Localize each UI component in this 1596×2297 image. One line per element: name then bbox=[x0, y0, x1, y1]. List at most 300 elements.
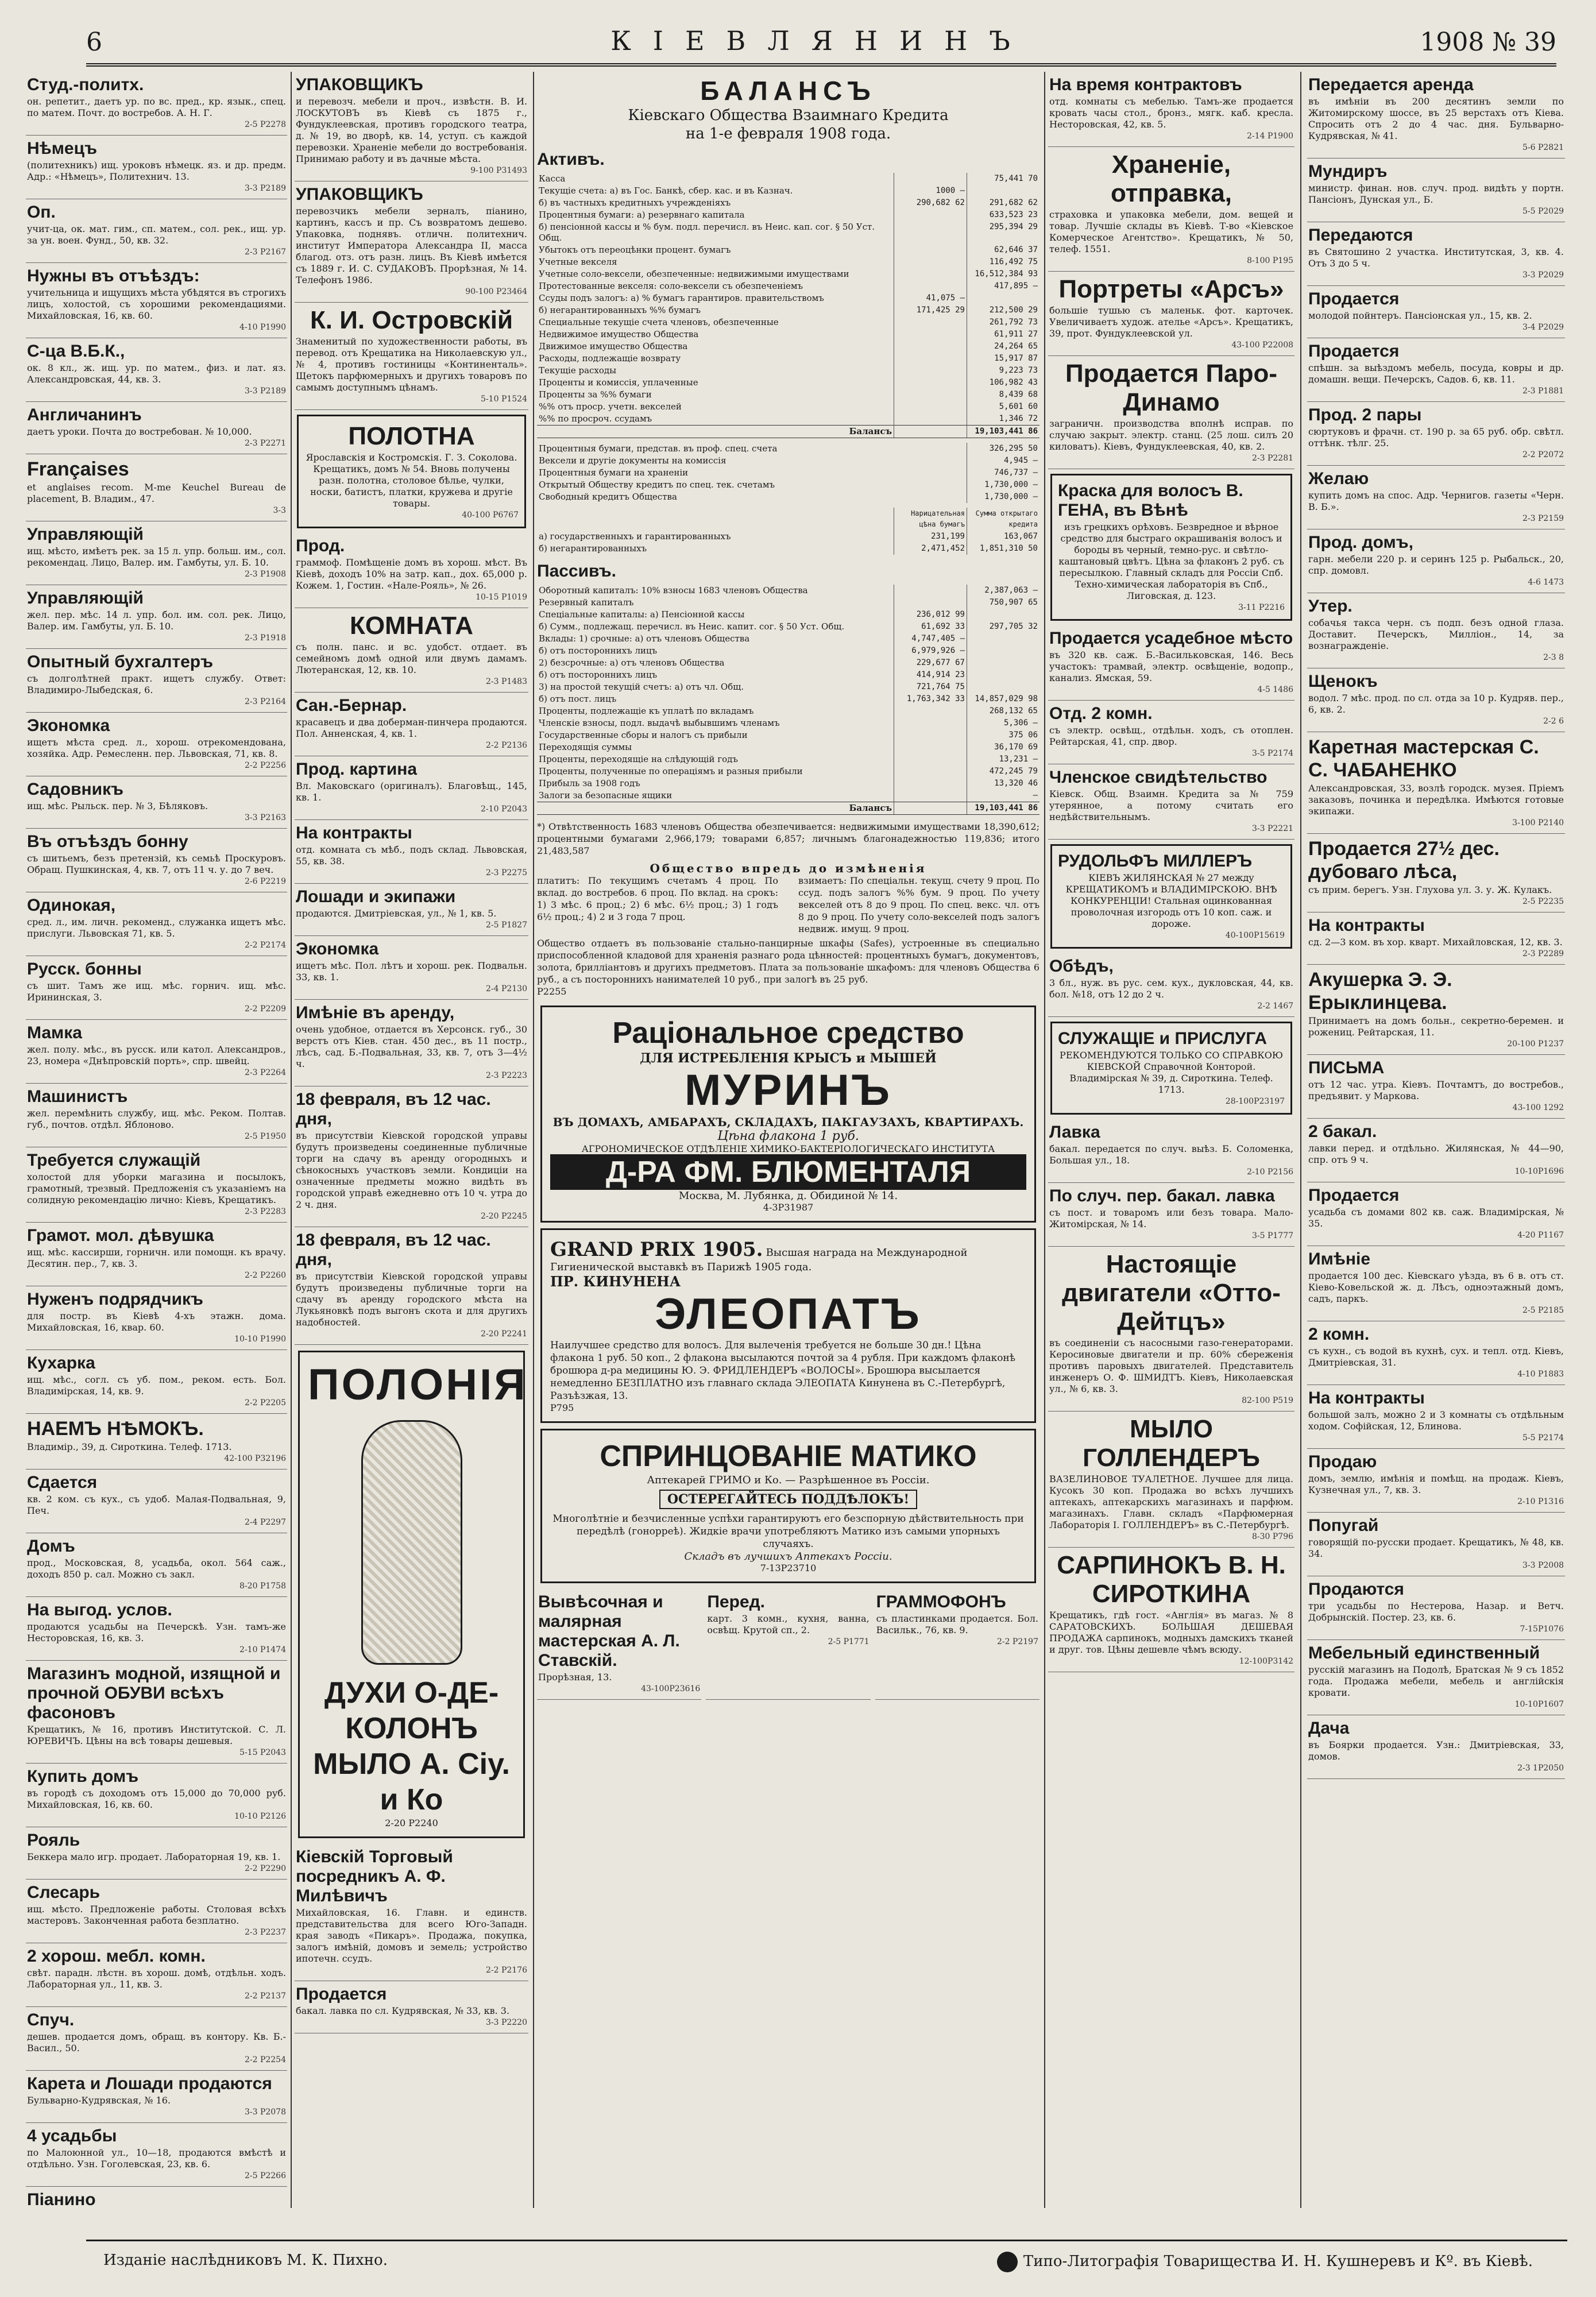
balance-amount: 61,692 33 bbox=[894, 621, 967, 633]
balance-row bbox=[537, 669, 1039, 681]
ad-body: продаются усадьбы на Печерскѣ. Узн. тамъ-же Несторовская, 16, кв. 3. bbox=[27, 1621, 286, 1644]
newspaper-title: КІЕВЛЯНИНЪ bbox=[610, 25, 1032, 56]
balance-row bbox=[537, 753, 1039, 765]
balance-amount: 116,492 75 bbox=[967, 256, 1040, 268]
balance-item-label: б) Сумм., подлежащ. перечисл. въ Неис. капит. сог. § 50 Уст. Общ. bbox=[539, 621, 845, 632]
ad-code: 4-5 1486 bbox=[1257, 685, 1294, 694]
balance-amount: 16,512,384 93 bbox=[967, 268, 1040, 280]
ad-code: 2-3 Р2281 bbox=[1251, 454, 1294, 463]
matiko-warning: ОСТЕРЕГАЙТЕСЬ ПОДДѢЛОКЪ! bbox=[659, 1490, 917, 1509]
ad-heading: На выгод. услов. bbox=[27, 1600, 172, 1619]
classified-ad bbox=[295, 1844, 528, 1981]
classified-ad bbox=[26, 1414, 287, 1470]
murin-brand: МУРИНЪ bbox=[685, 1066, 892, 1115]
ad-body: водол. 7 мѣс. прод. по сл. отда за 10 р. Кудряв. пер., 6, кв. 2. bbox=[1308, 693, 1564, 715]
classified-ad bbox=[26, 199, 287, 263]
ad-code: 5-10 Р1524 bbox=[481, 395, 527, 404]
classified-ad bbox=[1307, 1715, 1565, 1779]
balance-row bbox=[537, 491, 1039, 503]
ad-heading: Продается усадебное мѣсто bbox=[1049, 629, 1293, 648]
ad-body: бакал. передается по случ. выѣз. Б. Соломенка, Большая ул., 18. bbox=[1049, 1143, 1294, 1166]
balance-row bbox=[537, 353, 1039, 365]
ad-body: собачья такса черн. съ подп. безъ одной глаза. Доставит. Печерскъ, Милліон., 14, за вознагражденіе. bbox=[1308, 617, 1564, 651]
ad-code: 10-10 Р1990 bbox=[234, 1335, 286, 1344]
ad-body: спѣшн. за выѣздомъ мебель, посуда, ковры и др. домашн. вещи. Печерскъ, Садов. 6, кв. 11. bbox=[1308, 362, 1564, 385]
ad-body: въ соединеніи съ насосными газо-генераторами. Керосиновые двигатели и пр. 60% сбереженія противъ паровыхъ двигателей. Представитель инженеръ О. Ф. ШМИДТЪ. Кіевъ, Николаевская ул., № 6, кв. 3. bbox=[1049, 1337, 1294, 1394]
ad-heading: Одинокая, bbox=[27, 896, 116, 915]
classified-ad bbox=[1307, 1576, 1565, 1640]
balance-amount: 236,012 99 bbox=[894, 609, 967, 621]
ad-heading: Обѣдъ, bbox=[1049, 957, 1114, 976]
ad-heading: Каретная мастерская С. С. ЧАБАНЕНКО bbox=[1308, 736, 1539, 781]
balance-amount bbox=[894, 401, 967, 413]
ad-heading: Прод. домъ, bbox=[1308, 533, 1413, 552]
classified-ad bbox=[26, 829, 287, 892]
balance-row bbox=[537, 401, 1039, 413]
classifieds-column-1 bbox=[26, 72, 287, 2208]
classified-ad bbox=[1307, 1449, 1565, 1513]
classified-ad bbox=[26, 1147, 287, 1223]
balance-total-label: Балансъ bbox=[537, 802, 894, 815]
balance-item-label: б) пенсіонной кассы и % бум. подл. перечисл. въ Неис. кап. сог. § 50 Уст. Общ. bbox=[539, 222, 875, 243]
ad-heading: Рояль bbox=[27, 1831, 80, 1850]
ad-code: 10-15 Р1019 bbox=[476, 593, 527, 602]
ad-heading: Магазинъ модной, изящной и прочной ОБУВИ всѣхъ фасоновъ bbox=[27, 1664, 281, 1722]
ad-code: 8-30 Р796 bbox=[1251, 1532, 1294, 1541]
ad-code: 4-10 Р1990 bbox=[239, 323, 286, 332]
ad-code: 2-3 1Р2050 bbox=[1517, 1764, 1564, 1773]
ad-body: Знаменитый по художественности работы, въ перевод. отъ Крещатика на Николаевскую ул., № 4, противъ гостиницы «Континенталь». Щетокъ парфюмерныхъ и другихъ товаровъ по самымъ доступнымъ цѣнамъ. bbox=[296, 336, 527, 393]
ad-code: 3-3 Р2163 bbox=[244, 813, 286, 822]
ad-code: 2-3 Р2264 bbox=[244, 1068, 286, 1077]
classified-ad bbox=[295, 1000, 528, 1086]
ad-body: дешев. продается домъ, обращ. въ контору. Кв. Б.-Васил., 50. bbox=[27, 2031, 286, 2054]
balance-row bbox=[537, 209, 1039, 221]
ad-heading: УПАКОВЩИКЪ bbox=[296, 75, 423, 94]
ad-heading: Перед. bbox=[707, 1592, 765, 1611]
classified-ad bbox=[26, 521, 287, 585]
ad-code: 2-4 Р2130 bbox=[485, 984, 527, 993]
balance-item-label: Резервный капиталъ bbox=[539, 597, 634, 608]
balance-row bbox=[537, 693, 1039, 705]
classified-ad bbox=[1048, 701, 1294, 764]
ad-heading: Продается bbox=[1308, 289, 1400, 308]
classified-ad bbox=[26, 136, 287, 199]
ad-heading: Настоящіе двигатели «Отто-Дейтцъ» bbox=[1062, 1250, 1281, 1336]
classified-ad bbox=[1307, 402, 1565, 466]
ad-heading: Продается bbox=[1308, 1186, 1400, 1205]
classified-ad bbox=[26, 1084, 287, 1147]
balance-footnote: *) Отвѣтственность 1683 членовъ Общества обезпечивается: недвижимыми имуществами 18,390,612; процентными бумагами 2,966,179; товарами 6,857; личнымъ благонадежностью 119,836; итого 21,483,587 bbox=[537, 821, 1039, 856]
balance-amount: 1,851,310 50 bbox=[967, 543, 1040, 555]
classified-ad bbox=[26, 956, 287, 1020]
ad-code: 2-3 Р1918 bbox=[244, 633, 286, 643]
balance-amount bbox=[967, 633, 1040, 645]
balance-amount: 295,394 29 bbox=[967, 221, 1040, 244]
balance-item-label: Специальные текущіе счета членовъ, обезпеченные bbox=[539, 317, 779, 327]
ad-body: бакал. лавка по сл. Кудрявская, № 33, кв. 3. bbox=[296, 2005, 510, 2016]
balance-row bbox=[537, 389, 1039, 401]
balance-item-label: Процентныя бумаги, представ. въ проф. спец. счета bbox=[539, 443, 778, 454]
classified-ad bbox=[1307, 1182, 1565, 1246]
classified-ad bbox=[1307, 965, 1565, 1055]
balance-amount bbox=[894, 244, 967, 256]
balance-item-label: Проценты за %% бумаги bbox=[539, 389, 652, 400]
ad-heading: Храненіе, отправка, bbox=[1111, 150, 1232, 207]
classified-ad bbox=[1048, 356, 1294, 469]
classified-ad bbox=[295, 884, 528, 936]
ad-body: сд. 2—3 ком. въ хор. кварт. Михайловская, 12, кв. 3. bbox=[1308, 937, 1563, 948]
ad-heading: Нѣмецъ bbox=[27, 139, 97, 158]
ad-heading: Попугай bbox=[1308, 1516, 1379, 1535]
ad-code: 2-5 Р2266 bbox=[244, 2171, 286, 2180]
ad-heading: Піанино bbox=[27, 2190, 96, 2208]
balance-amount bbox=[894, 802, 967, 815]
balance-total-value: 19,103,441 86 bbox=[967, 802, 1040, 815]
split-header-spacer bbox=[537, 508, 894, 531]
balance-amount: 417,895 — bbox=[967, 280, 1040, 292]
ad-code: 2-2 Р2197 bbox=[996, 1637, 1038, 1646]
balance-total-value: 19,103,441 86 bbox=[967, 426, 1040, 438]
ad-code: 2-5 Р2278 bbox=[244, 120, 286, 129]
balance-amount bbox=[967, 669, 1040, 681]
ad-code: 2-3 Р2275 bbox=[485, 868, 527, 877]
ad-body: (политехникъ) ищ. уроковъ нѣмецк. яз. и др. предм. Адр.: «Нѣмецъ», Политехнич. 13. bbox=[27, 160, 286, 182]
ad-heading: Оп. bbox=[27, 203, 56, 222]
matiko-ad bbox=[540, 1429, 1036, 1583]
ad-heading: Спуч. bbox=[27, 2010, 75, 2029]
balance-row bbox=[537, 256, 1039, 268]
ad-code: 2-3 Р2283 bbox=[244, 1207, 286, 1216]
classified-ad bbox=[26, 1020, 287, 1084]
balance-subtitle: Кіевскаго Общества Взаимнаго Кредита bbox=[628, 107, 949, 124]
balance-amount: 1,346 72 bbox=[967, 413, 1040, 426]
balance-total-label: Балансъ bbox=[537, 426, 894, 438]
classified-ad bbox=[1307, 912, 1565, 965]
ad-heading: Щенокъ bbox=[1308, 672, 1378, 691]
ad-body: et anglaises recom. M-me Keuchel Bureau de placement, В. Владим., 47. bbox=[27, 482, 286, 504]
balance-amount bbox=[894, 413, 967, 426]
ad-code: 2-2 Р2137 bbox=[244, 1991, 286, 2001]
balance-amount: 106,982 43 bbox=[967, 377, 1040, 389]
murin-ad bbox=[540, 1006, 1036, 1223]
ad-code: 4-3Р31987 bbox=[763, 1202, 814, 1213]
classified-ad bbox=[875, 1589, 1039, 1700]
classifieds-column-2 bbox=[295, 72, 528, 2208]
balance-item-label: Прибыль за 1908 годъ bbox=[539, 778, 640, 788]
ad-code: 5-15 Р2043 bbox=[239, 1748, 286, 1757]
ad-body: съ полн. панс. и вс. удобст. отдает. въ семейномъ домѣ одной или двумъ дамамъ. Лютеранская, 12, кв. 10. bbox=[296, 641, 527, 675]
ad-heading: С-ца В.Б.К., bbox=[27, 342, 125, 361]
classified-ad bbox=[26, 892, 287, 956]
rates-pays: платитъ: По текущимъ счетамъ 4 проц. По вклад. до востребов. 6 проц. По вклад. на срокъ: 1) 3 мѣс. 6 проц.; 2) 6 мѣс. 6½ проц.; 3) 1 годъ 6½ проц.; 4) 2 и 3 года 7 проц. bbox=[537, 875, 778, 922]
ad-heading: Продается Паро-Динамо bbox=[1065, 359, 1277, 416]
ad-body: по Малоюнной ул., 10—18, продаются вмѣстѣ и отдѣльно. Узн. Гоголевская, 23, кв. 6. bbox=[27, 2147, 286, 2170]
ad-body: съ шитьемъ, безъ претензій, къ семьѣ Проскуровъ. Обращ. Пушкинская, 4, кв. 7, отъ 11 ч. у. до 7 веч. bbox=[27, 853, 286, 875]
ad-body: ищетъ мѣс. Пол. лѣтъ и хорош. рек. Подвальн. 33, кв. 1. bbox=[296, 960, 527, 983]
classified-ad bbox=[295, 533, 528, 608]
ad-body: Владимір., 39, д. Сироткина. Телеф. 1713. bbox=[27, 1441, 232, 1452]
ad-body: съ шит. Тамъ же ищ. мѣс. горнич. ищ. мѣс. Ирининская, 3. bbox=[27, 980, 286, 1003]
classified-ad bbox=[1307, 593, 1565, 668]
ad-code: 7-15Р1076 bbox=[1520, 1625, 1564, 1634]
ad-body: три усадьбы по Нестерова, Назар. и Ветч. Добрынскій. Постер. 23, кв. 6. bbox=[1308, 1600, 1564, 1623]
ad-code: 2-10 Р1316 bbox=[1517, 1497, 1564, 1506]
balance-amount: 13,320 46 bbox=[967, 778, 1040, 790]
balance-item-label: Спеціальные капиталы: а) Пенсіонной кассы bbox=[539, 609, 745, 620]
balance-item-label: Текущіе счета: а) въ Гос. Банкѣ, сбер. кас. и въ Казнач. bbox=[539, 185, 793, 196]
ad-heading: Сан.-Бернар. bbox=[296, 696, 407, 715]
classified-ad bbox=[295, 1227, 528, 1345]
balance-amount: 2,471,452 bbox=[894, 543, 967, 555]
ad-code: 5-6 Р2821 bbox=[1522, 143, 1564, 152]
right-column bbox=[1048, 72, 1565, 2208]
ad-body: молодой пойнтеръ. Пансіонская ул., 15, кв. 2. bbox=[1308, 310, 1532, 321]
ad-code: 20-100 Р1237 bbox=[1507, 1039, 1564, 1049]
column-rule bbox=[533, 72, 534, 2208]
interest-rates-block bbox=[537, 863, 1039, 997]
ad-heading: Françaises bbox=[27, 458, 129, 480]
ad-heading: Портреты «Арсъ» bbox=[1058, 275, 1284, 303]
ad-heading: 4 усадьбы bbox=[27, 2126, 117, 2145]
ad-code: 8-100 Р195 bbox=[1247, 256, 1294, 265]
ad-heading: Мебельный единственный bbox=[1308, 1644, 1540, 1662]
ad-code: 2-3 Р2237 bbox=[244, 1928, 286, 1937]
classified-ad bbox=[26, 1286, 287, 1350]
ad-heading: Имѣніе въ аренду, bbox=[296, 1003, 455, 1022]
classified-ad bbox=[26, 1597, 287, 1661]
ad-code: 2-3 Р2167 bbox=[244, 248, 286, 257]
ad-body: лавки перед. и отдѣльно. Жилянская, № 44—90, спр. отъ 9 ч. bbox=[1308, 1143, 1564, 1165]
balance-date: на 1-е февраля 1908 года. bbox=[685, 125, 891, 142]
balance-amount bbox=[894, 221, 967, 244]
ad-body: карт. 3 комн., кухня, ванна, освѣщ. Крутой сп., 2. bbox=[707, 1613, 870, 1635]
balance-amount bbox=[894, 353, 967, 365]
ad-code: 2-3 Р1483 bbox=[485, 677, 527, 686]
ad-code: 40-100Р15619 bbox=[1225, 931, 1285, 940]
classified-ad bbox=[1307, 1119, 1565, 1182]
ad-heading: 2 хорош. мебл. комн. bbox=[27, 1947, 206, 1966]
balance-item-label: б) негарантированныхъ bbox=[539, 543, 647, 554]
ad-heading: Нужны въ отъѣздъ: bbox=[27, 266, 200, 285]
balance-item-label: б) отъ пост. лицъ bbox=[539, 694, 617, 704]
classified-ad bbox=[1048, 625, 1294, 701]
balance-amount bbox=[894, 778, 967, 790]
balance-amount: — bbox=[967, 790, 1040, 802]
classified-ad bbox=[26, 1470, 287, 1533]
ad-code: 2-3 Р2271 bbox=[244, 439, 286, 448]
polonia-brand: ПОЛОНІЯ bbox=[308, 1360, 528, 1409]
classified-ad bbox=[26, 713, 287, 776]
ad-heading: По случ. пер. бакал. лавка bbox=[1049, 1186, 1275, 1205]
classified-ad bbox=[1307, 668, 1565, 732]
balance-item-label: б) отъ постороннихъ лицъ bbox=[539, 670, 658, 680]
balance-row bbox=[537, 197, 1039, 209]
ad-body: отд. комнаты съ мебелью. Тамъ-же продается кровать часы стол., бронз., мягк. каб. кресла. Несторовская, 42, кв. 5. bbox=[1049, 96, 1294, 130]
balance-amount: 14,857,029 98 bbox=[967, 693, 1040, 705]
ad-code: 5-5 Р2174 bbox=[1522, 1433, 1564, 1443]
ad-body: Бульварно-Кудрявская, № 16. bbox=[27, 2095, 171, 2106]
balance-amount bbox=[894, 209, 967, 221]
balance-item-label: Государственные сборы и налогъ съ прибыли bbox=[539, 730, 748, 740]
ad-heading: Продаю bbox=[1308, 1452, 1377, 1471]
ad-code: 12-100Р3142 bbox=[1239, 1657, 1294, 1666]
ad-code: 2-4 Р2297 bbox=[244, 1518, 286, 1527]
ad-body: Вл. Маковскаго (оригиналъ). Благовѣщ., 145, кв. 1. bbox=[296, 780, 527, 803]
balance-item-label: а) государственныхъ и гарантированныхъ bbox=[539, 531, 731, 542]
balance-row bbox=[537, 292, 1039, 304]
balance-item-label: Недвижимое имущество Общества bbox=[539, 329, 699, 339]
ad-code: 2-5 Р2185 bbox=[1522, 1306, 1564, 1315]
classified-ad bbox=[26, 1350, 287, 1414]
right-subcolumn-right bbox=[1307, 72, 1565, 2208]
ad-body: заграничн. производства вполнѣ исправ. по случаю закрыт. электр. станц. (25 лош. силъ 20 киловатъ). Кіевъ, Фундуклеевская, 40, кв. 2. bbox=[1049, 418, 1294, 452]
ad-code: 3-3 Р2029 bbox=[1522, 270, 1564, 280]
ad-heading: Слесарь bbox=[27, 1883, 101, 1902]
balance-amount: 291,682 62 bbox=[967, 197, 1040, 209]
eleopat-maker: ПР. КИНУНЕНА bbox=[550, 1273, 681, 1290]
ad-heading: Экономка bbox=[27, 716, 110, 735]
ad-heading: Кухарка bbox=[27, 1354, 95, 1372]
balance-amount: 9,223 73 bbox=[967, 365, 1040, 377]
ad-heading: Прод. картина bbox=[296, 760, 418, 779]
balance-row bbox=[537, 681, 1039, 693]
classified-ad bbox=[1307, 1055, 1565, 1119]
classified-ad bbox=[26, 1880, 287, 1943]
ad-heading: Продается bbox=[296, 1985, 387, 2004]
ad-code: 2-2 Р2260 bbox=[244, 1271, 286, 1280]
balance-amount bbox=[894, 753, 967, 765]
balance-row bbox=[537, 729, 1039, 741]
classified-ad bbox=[26, 649, 287, 713]
ad-code: 2-2 Р2205 bbox=[244, 1398, 286, 1407]
balance-row bbox=[537, 244, 1039, 256]
balance-amount bbox=[894, 765, 967, 778]
classified-ad bbox=[1307, 1321, 1565, 1385]
ad-body: и перевозч. мебели и проч., извѣстн. В. И. ЛОСКУТОВЪ въ Кіевѣ съ 1875 г., Фундуклеевская, противъ городского театра, д. № 19, во дворѣ, кв. 14, уступ. съ каждой перевозки. Храненіе мебели до востребованія. Принимаю работу и въ дачные мѣста. bbox=[296, 96, 527, 164]
ad-code: 3-11 Р2216 bbox=[1238, 603, 1285, 612]
classified-ad bbox=[1307, 286, 1565, 338]
balance-amount bbox=[894, 341, 967, 353]
balance-amount bbox=[967, 292, 1040, 304]
balance-item-label: Проценты, подлежащіе къ уплатѣ по вкладамъ bbox=[539, 706, 754, 716]
balance-item-label: Протестованные векселя: соло-вексели съ обезпеченіемъ bbox=[539, 281, 803, 291]
balance-amount: 297,705 32 bbox=[967, 621, 1040, 633]
ad-body: съ прим. берегъ. Узн. Глухова ул. 3. у. Ж. Кулакъ. bbox=[1308, 884, 1552, 895]
balance-item-label: Свободный кредитъ Общества bbox=[539, 492, 677, 502]
murin-institute: АГРОНОМИЧЕСКОЕ ОТДѢЛЕНІЕ ХИМИКО-БАКТЕРІОЛОГИЧЕСКАГО ИНСТИТУТА bbox=[581, 1143, 995, 1154]
ad-code: 2-3 Р2223 bbox=[485, 1071, 527, 1080]
ad-code: 2-20 Р2245 bbox=[481, 1212, 527, 1221]
balance-item-label: Учетные векселя bbox=[539, 257, 617, 267]
ad-code: 5-5 Р2029 bbox=[1522, 207, 1564, 216]
classified-ad bbox=[1048, 1247, 1294, 1412]
ad-body: жел. полу. мѣс., въ русск. или катол. Александров., 23, номера «Днѣпровскій порть», спр. швейц. bbox=[27, 1044, 286, 1066]
ad-code: 2-3 Р1908 bbox=[244, 570, 286, 579]
balance-title: БАЛАНСЪ bbox=[700, 76, 876, 106]
balance-row bbox=[537, 585, 1039, 597]
balance-row bbox=[537, 705, 1039, 717]
classified-ad bbox=[1048, 1548, 1294, 1672]
balance-amount: 62,646 37 bbox=[967, 244, 1040, 256]
ad-heading: Машинистъ bbox=[27, 1087, 128, 1106]
classified-ad bbox=[295, 72, 528, 181]
balance-row bbox=[537, 268, 1039, 280]
ad-body: холостой для уборки магазина и посылокъ, грамотный, трезвый. Предложенія съ указаніемъ на солидную рекомендацію лично: Кіевъ, Крещатикъ. bbox=[27, 1171, 286, 1205]
ad-code: 3-3 Р2189 bbox=[244, 184, 286, 193]
balance-amount: 75,441 70 bbox=[967, 173, 1040, 185]
ad-code: 9-100 Р31493 bbox=[470, 166, 527, 175]
balance-row bbox=[537, 741, 1039, 753]
ad-body: ищ. мѣс. кассирши, горничн. или помощн. къ врачу. Десятин. пер., 7, кв. 3. bbox=[27, 1247, 286, 1269]
ad-body: съ долголѣтней практ. ищетъ службу. Ответ: Владимиро-Лыбедская, 6. bbox=[27, 673, 286, 695]
ad-code: 2-2 6 bbox=[1543, 717, 1564, 726]
balance-item-label: Открытый Обществу кредитъ по спец. тек. счетамъ bbox=[539, 479, 775, 490]
ad-body: въ городѣ съ доходомъ отъ 15,000 до 70,000 руб. Михайловская, 16, кв. 60. bbox=[27, 1788, 286, 1810]
balance-amount: 750,907 65 bbox=[967, 597, 1040, 609]
balance-amount: 472,245 79 bbox=[967, 765, 1040, 778]
right-subcolumn-left bbox=[1048, 72, 1294, 2208]
classified-ad bbox=[1307, 1385, 1565, 1449]
balance-item-label: б) отъ постороннихъ лицъ bbox=[539, 645, 658, 656]
ad-heading: Прод. 2 пары bbox=[1308, 405, 1422, 424]
center-column bbox=[537, 72, 1039, 2208]
ad-heading: Лавка bbox=[1049, 1123, 1100, 1142]
ad-code: 2-2 Р2136 bbox=[485, 741, 527, 750]
classified-ad bbox=[1050, 474, 1292, 621]
ad-code: 3-3 Р2189 bbox=[244, 386, 286, 396]
ad-code: 28-100Р23197 bbox=[1225, 1097, 1285, 1106]
classified-ad bbox=[1048, 272, 1294, 356]
balance-amount: 1,730,000 — bbox=[967, 479, 1040, 491]
classified-ad bbox=[1307, 1246, 1565, 1321]
balance-amount: 1000 — bbox=[894, 185, 967, 197]
classified-ad bbox=[295, 756, 528, 820]
ad-heading: СЛУЖАЩІЕ и ПРИСЛУГА bbox=[1058, 1029, 1267, 1048]
ad-code: 2-3 Р2164 bbox=[244, 697, 286, 706]
ad-heading: ПИСЬМА bbox=[1308, 1058, 1385, 1077]
balance-amount bbox=[967, 657, 1040, 669]
ad-code: 3-5 Р2174 bbox=[1251, 749, 1294, 758]
classified-ad bbox=[1307, 222, 1565, 286]
ad-heading: На контракты bbox=[296, 823, 412, 842]
ad-code: 90-100 Р23464 bbox=[465, 287, 527, 296]
balance-amount: 4,747,405 — bbox=[894, 633, 967, 645]
ad-heading: Дача bbox=[1308, 1719, 1350, 1738]
ad-body: красавецъ и два доберман-пинчера продаются. Пол. Анненская, 4, кв. 1. bbox=[296, 717, 527, 739]
perfume-bottle-illustration bbox=[361, 1420, 462, 1665]
ad-body: граммоф. Помѣщеніе домъ въ хорош. мѣст. Въ Кіевѣ, доходъ 10% на затр. кап., дох. 65,000 р. Кожем. 1, Гостин. «Нале-Рояль», № 26. bbox=[296, 557, 527, 591]
ad-code: 3-3 bbox=[273, 506, 286, 515]
ad-code: 3-4 Р2029 bbox=[1522, 323, 1564, 332]
ad-body: Беккера мало игр. продает. Лабораторная 19, кв. 1. bbox=[27, 1851, 281, 1862]
balance-item-label: 2) безсрочные: а) отъ членовъ Общества bbox=[539, 658, 725, 668]
balance-row bbox=[537, 304, 1039, 316]
murin-price: Цѣна флакона 1 руб. bbox=[717, 1129, 859, 1143]
ad-body: учительница и ищущихъ мѣста убѣдятся въ строгихъ лицъ, холостой, съ хорошими рекомендациями. Михайловская, 16, кв. 60. bbox=[27, 287, 286, 321]
ad-heading: Передается аренда bbox=[1308, 75, 1474, 94]
ad-heading: Грамот. мол. дѣвушка bbox=[27, 1226, 214, 1245]
ad-body: ищ. мѣсто. Предложеніе работы. Столовая всѣхъ мастеровъ. Законченная работа безплатно. bbox=[27, 1904, 286, 1926]
balance-amount bbox=[894, 597, 967, 609]
balance-amount: 5,601 60 bbox=[967, 401, 1040, 413]
balance-amount bbox=[894, 256, 967, 268]
ad-code: 2-2 1467 bbox=[1257, 1001, 1294, 1011]
balance-amount: 1,763,342 33 bbox=[894, 693, 967, 705]
balance-item-label: 3) на простой текущій счетъ: а) отъ чл. Общ. bbox=[539, 682, 744, 692]
balance-row bbox=[537, 341, 1039, 353]
ad-body: въ присутствіи Кіевской городской управы будутъ произведены соединенные публичные торги на сдачу въ аренду огородныхъ и сѣнокосныхъ участковъ земли. Кондиціи на означенные предметы можно видѣть въ городской управѣ ежедневно отъ 10 ч. утра до 2 ч. дня. bbox=[296, 1130, 527, 1210]
